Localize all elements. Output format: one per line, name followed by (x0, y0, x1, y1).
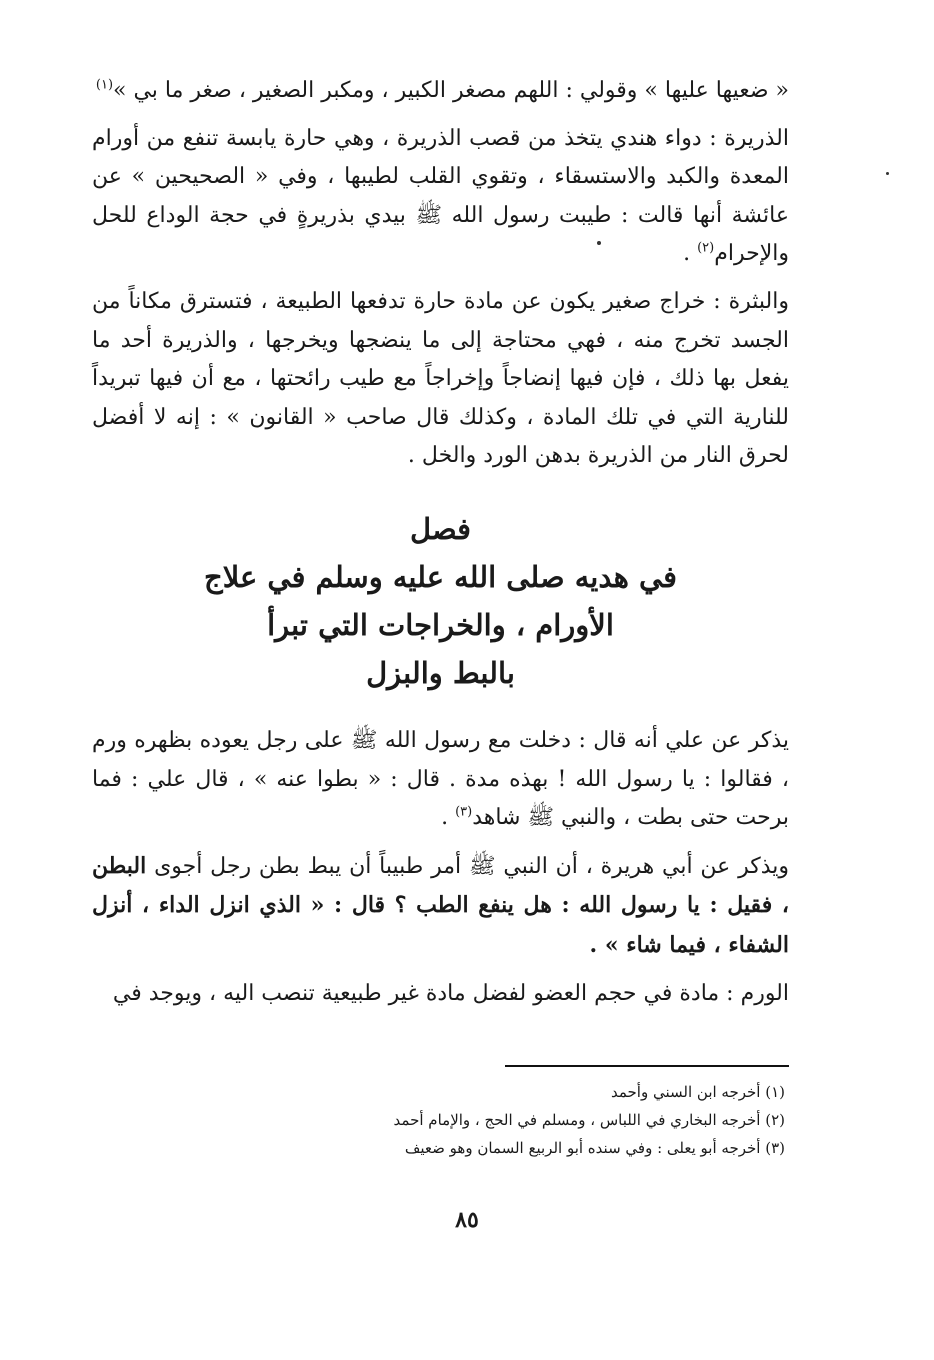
paragraph-abu-huraira: ويذكر عن أبي هريرة ، أن النبي ﷺ أمر طبيباً أن يبط بطن رجل أجوى البطن ، فقيل : يا رسول الله : هل ينفع الطب ؟ قال : « الذي انزل الداء ، أنزل الشفاء ، فيما شاء » . (92, 852, 789, 958)
footnote-ref-1: (١) (95, 77, 114, 93)
footnote-3: (٣) أخرجه أبو يعلى : وفي سنده أبو الربيع السمان وهو ضعيف (404, 1139, 785, 1157)
paragraph-ali: يذكر عن علي أنه قال : دخلت مع رسول الله ﷺ على رجل يعوده بظهره ورم ، فقالوا : يا رسول الله ! بهذه مدة . قال : « بطوا عنه » ، قال علي : فما برحت حتى بطت ، والنبي ﷺ شاهد$^{(٣)}$ . (92, 728, 789, 831)
scan-speck (597, 241, 601, 245)
paragraph-bathra: والبثرة : خراج صغير يكون عن مادة حارة تدفعها الطبيعة ، فتسترق مكاناً من الجسد تخرج منه ، فهي محتاجة إلى ما ينضجها ويخرجها ، والذريرة أحد ما يفعل بها ذلك ، فإن فيها إنضاجاً وإخراجاً مع طيب رائحتها ، مع أن فيها تبريداً للنارية التي في تلك المادة ، وكذلك قال صاحب « القانون » : إنه لا أفضل لحرق النار من الذريرة بدهن الورد والخل . (92, 288, 789, 469)
hadith-bold-text: البطن ، فقيل : يا رسول الله : هل ينفع الطب ؟ قال : « الذي انزل الداء ، أنزل الشفاء ، فيما شاء » . (92, 852, 789, 958)
footnotes (360, 1078, 785, 1162)
footnote-2: (٢) أخرجه البخاري في اللباس ، ومسلم في الحج ، والإمام أحمد (393, 1111, 785, 1129)
heading-line-4: بالبط والبزل (366, 656, 515, 690)
footnote-ref-2: (٢) (697, 241, 715, 257)
footnote-1: (١) أخرجه ابن السني وأحمد (610, 1083, 785, 1101)
paragraph-dharira: الذريرة : دواء هندي يتخذ من قصب الذريرة ، وهي حارة يابسة تنفع من أورام المعدة والكبد والاستسقاء ، وتقوي القلب لطيبها ، وفي « الصحيحين » عن عائشة أنها قالت : طيبت رسول الله ﷺ بيدي بذريرةٍ في حجة الوداع للحل والإحرام$^{(٢)}$ . (92, 125, 789, 267)
top-text-block (92, 72, 789, 476)
heading-line-3: الأورام ، والخراجات التي تبرأ (267, 608, 614, 642)
heading-line-2: في هديه صلى الله عليه وسلم في علاج (203, 560, 678, 594)
page-number: ٨٥ (455, 1207, 479, 1233)
bottom-text-block (92, 722, 789, 1013)
paragraph-waram: الورم : مادة في حجم العضو لفضل مادة غير طبيعية تنصب اليه ، ويوجد في (112, 980, 789, 1006)
footnote-divider (505, 1065, 789, 1067)
paragraph-dua: « ضعيها عليها » وقولي : اللهم مصغر الكبير ، ومكبر الصغير ، صغر ما بي »$^{(١)}$ (95, 77, 789, 103)
section-heading (92, 505, 789, 697)
heading-line-1: فصل (410, 512, 471, 546)
scan-speck (886, 172, 889, 175)
footnote-ref-3: (٣) (455, 804, 473, 820)
